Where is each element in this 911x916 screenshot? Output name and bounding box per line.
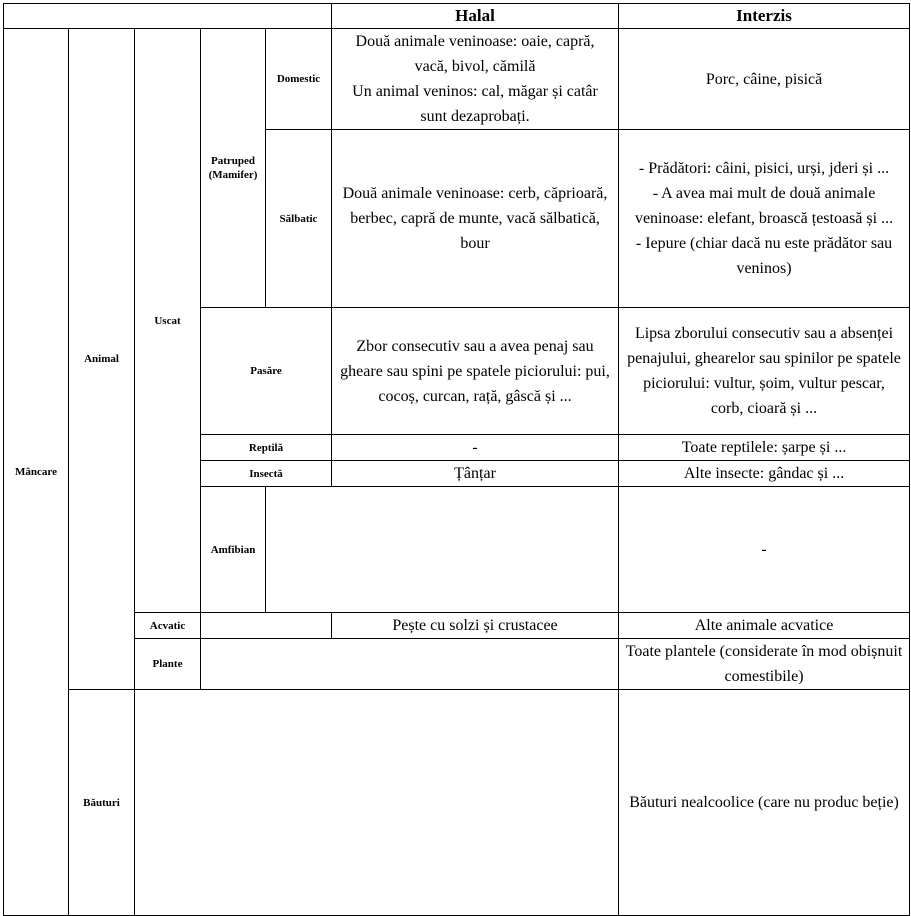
acvatic-interzis-cell: Alte animale acvatice <box>619 613 910 639</box>
category-amfibian: Amfibian <box>201 487 266 613</box>
category-insecta: Insectă <box>201 461 332 487</box>
header-empty-cell <box>4 4 332 29</box>
bauturi-empty-cell <box>135 690 619 916</box>
category-bauturi: Băuturi <box>69 690 135 916</box>
pasare-halal-cell <box>332 308 619 435</box>
reptila-interzis-cell: Toate reptilele: șarpe și ... <box>619 435 910 461</box>
patruped-sublabel: (Mamifer) <box>208 169 258 181</box>
halal-interzis-table <box>3 3 910 916</box>
category-reptila: Reptilă <box>201 435 332 461</box>
pasare-halal-line: Zbor consecutiv sau a avea penaj sau gheare sau spini pe spatele piciorului: pui, cocoș, curcan, rață, gâscă și ... <box>340 337 610 405</box>
domestic-halal-line: Două animale veninoase: oaie, capră, vacă, bivol, cămilă <box>355 33 595 75</box>
insecta-halal-cell: Țânțar <box>332 461 619 487</box>
acvatic-halal-cell: Pește cu solzi și crustacee <box>332 613 619 639</box>
patruped-label: Patruped <box>211 155 255 167</box>
acvatic-empty-cell <box>201 613 332 639</box>
bauturi-halal-cell <box>619 690 910 916</box>
category-acvatic: Acvatic <box>135 613 201 639</box>
reptila-halal-cell: - <box>332 435 619 461</box>
category-mancare: Mâncare <box>4 29 69 916</box>
plante-halal-line: Toate plantele (considerate în mod obișnuit comestibile) <box>625 643 903 685</box>
header-interzis: Interzis <box>619 4 910 29</box>
salbatic-interzis-line: - Prădători: câini, pisici, urși, jderi și ... <box>638 160 890 177</box>
plante-halal-cell <box>619 639 910 690</box>
domestic-halal-line: Un animal veninos: cal, măgar și catâr sunt dezaprobați. <box>352 83 598 125</box>
salbatic-interzis-line: - A avea mai mult de două animale veninoase: elefant, broască țestoasă și ... <box>634 185 894 227</box>
category-patruped <box>201 29 266 308</box>
amfibian-empty-cell <box>266 487 619 613</box>
domestic-halal-cell <box>332 29 619 130</box>
domestic-interzis-line: Porc, câine, pisică <box>705 70 823 88</box>
amfibian-halal-cell: - <box>619 487 910 613</box>
bauturi-halal-line: Băuturi nealcoolice (care nu produc beție) <box>629 794 899 811</box>
plante-empty-cell <box>201 639 619 690</box>
insecta-interzis-cell: Alte insecte: gândac și ... <box>619 461 910 487</box>
header-halal: Halal <box>332 4 619 29</box>
category-pasare: Pasăre <box>201 308 332 435</box>
salbatic-halal-line: Două animale veninoase: cerb, căprioară, berbec, capră de munte, vacă sălbatică, bour <box>342 185 608 252</box>
pasare-interzis-cell <box>619 308 910 435</box>
domestic-interzis-cell <box>619 29 910 130</box>
salbatic-interzis-line: - Iepure (chiar dacă nu este prădător sau veninos) <box>635 235 893 277</box>
category-animal: Animal <box>69 29 135 690</box>
pasare-interzis-line: Lipsa zborului consecutiv sau a absenței penajului, ghearelor sau spinilor pe spatele piciorului: vultur, șoim, vultur pescar, corb, cioară și ... <box>627 325 901 417</box>
category-plante: Plante <box>135 639 201 690</box>
salbatic-halal-cell <box>332 130 619 308</box>
category-uscat: Uscat <box>135 29 201 613</box>
salbatic-interzis-cell <box>619 130 910 308</box>
category-domestic: Domestic <box>266 29 332 130</box>
category-salbatic: Sălbatic <box>266 130 332 308</box>
